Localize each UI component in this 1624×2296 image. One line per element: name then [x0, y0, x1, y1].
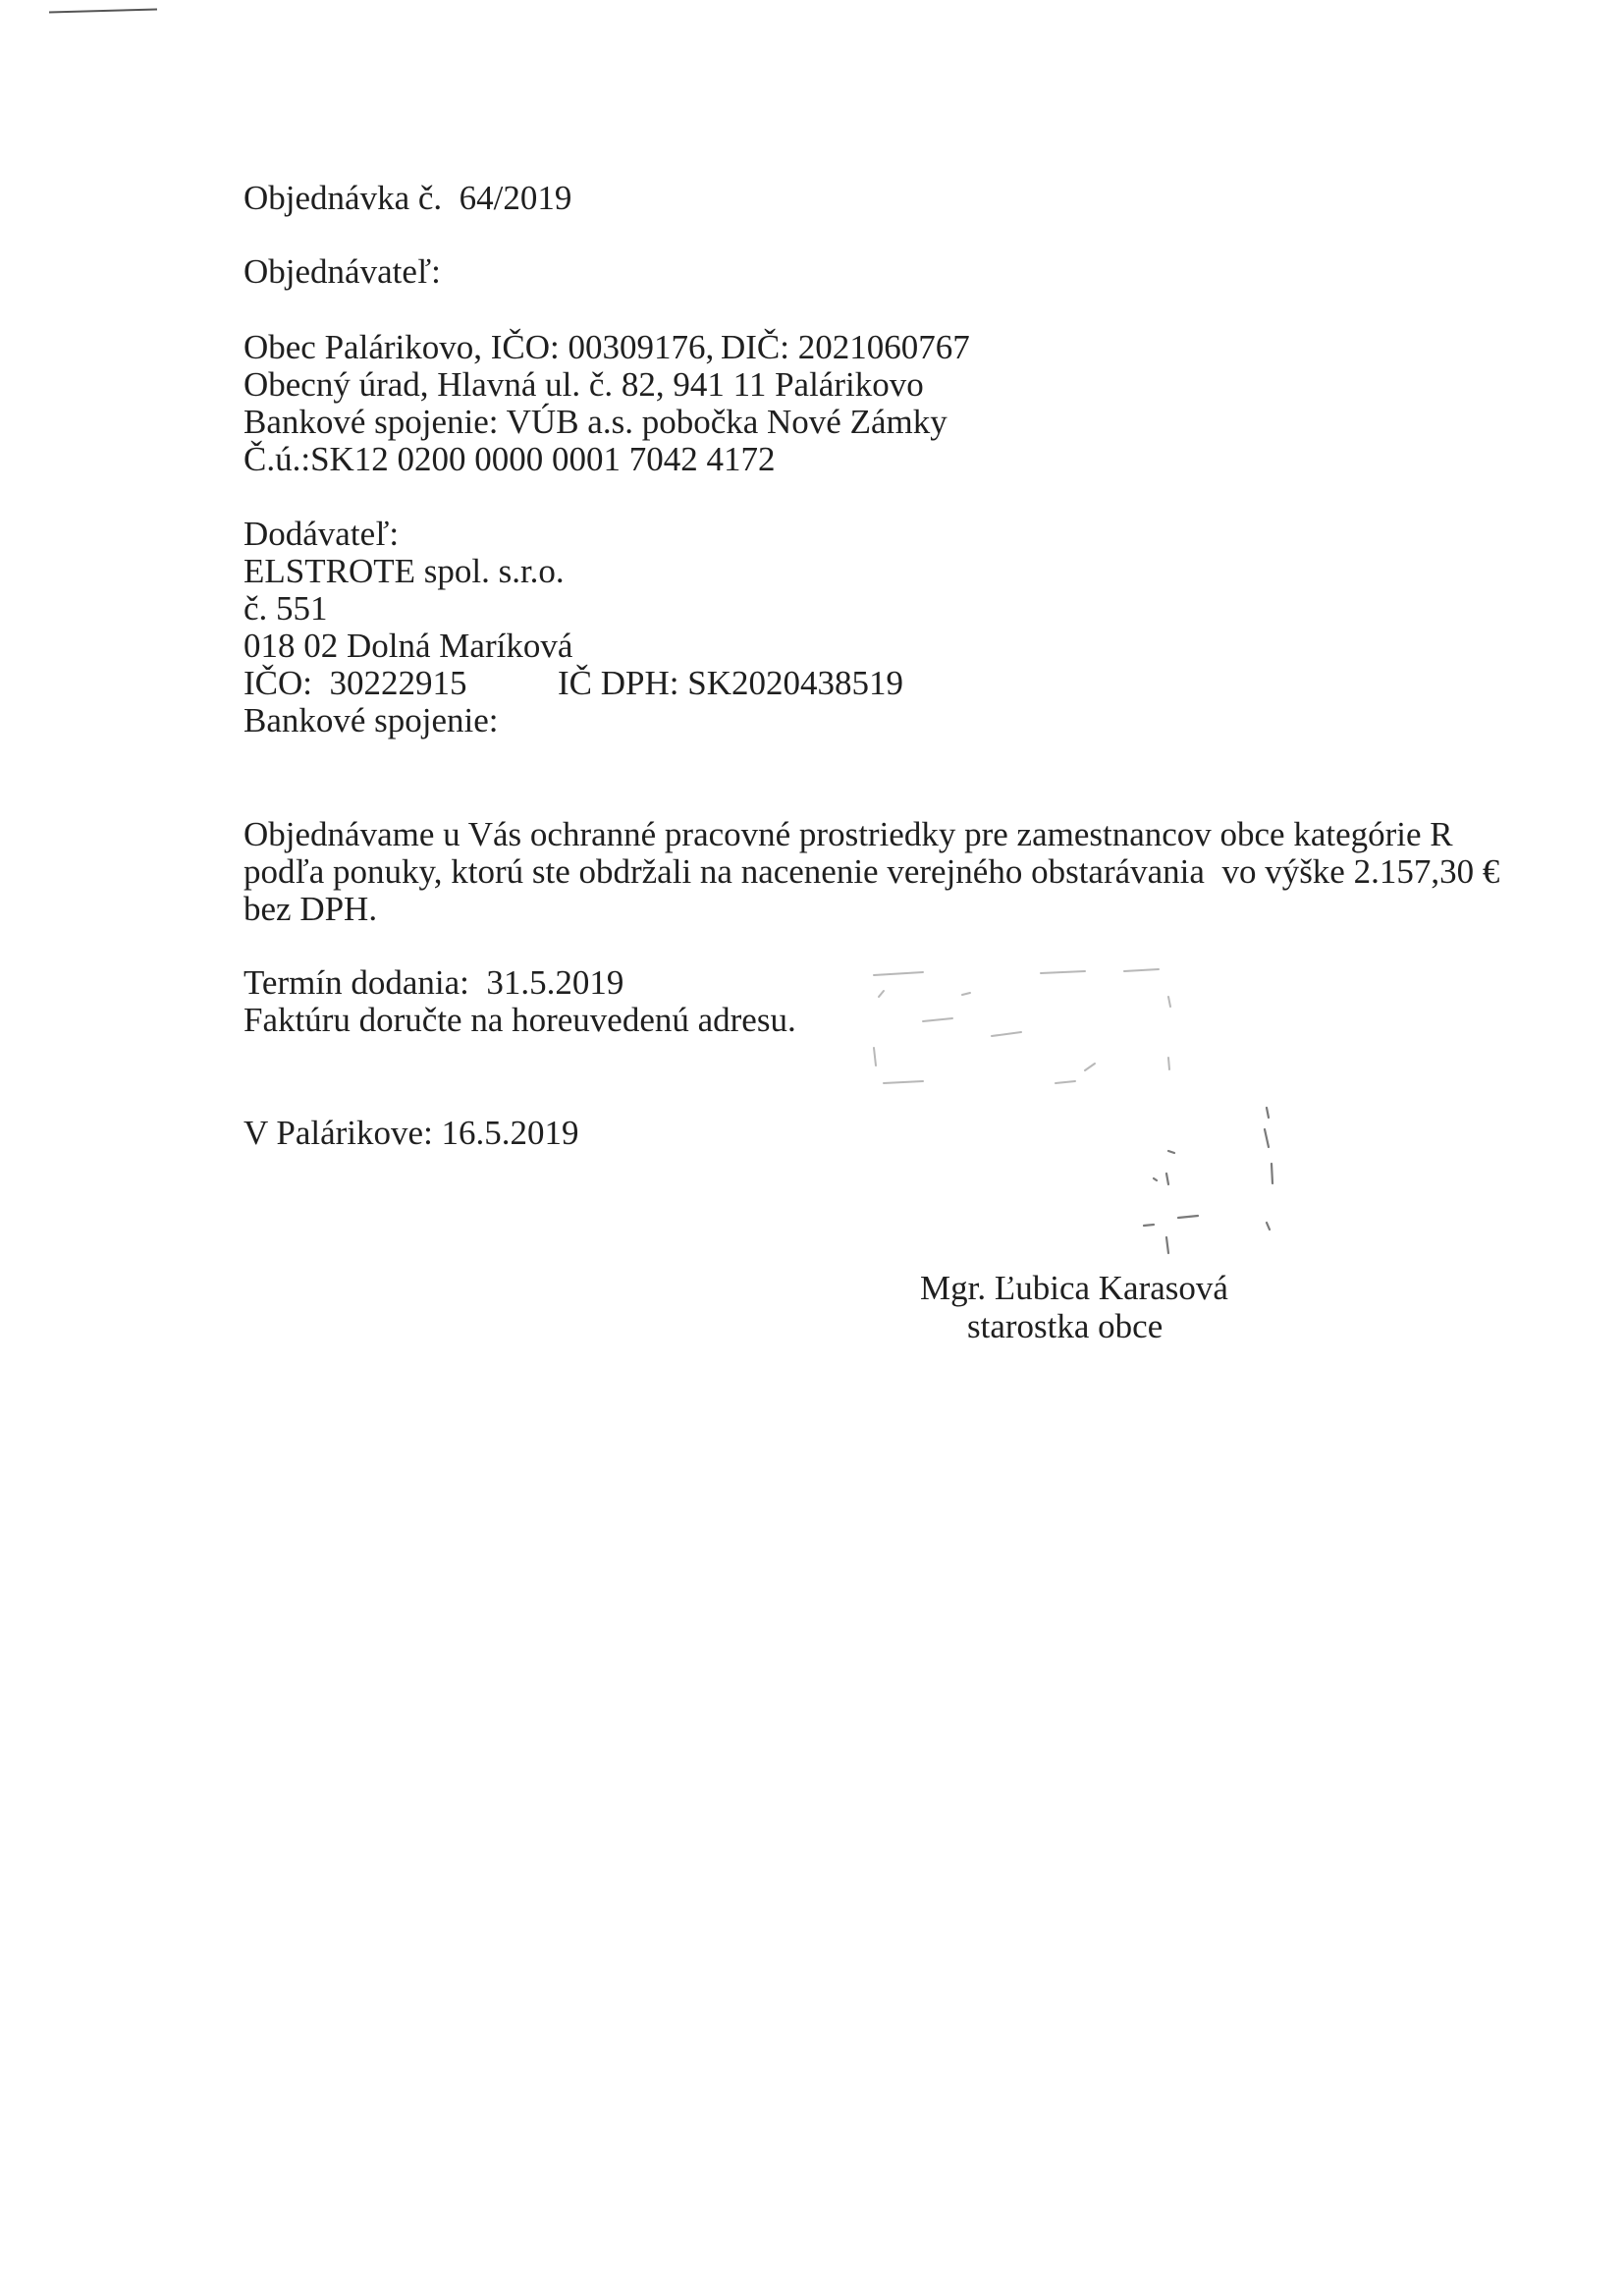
supplier-name: ELSTROTE spol. s.r.o. — [244, 552, 565, 590]
supplier-address: 018 02 Dolná Maríková — [244, 627, 573, 665]
orderer-label: Objednávateľ: — [244, 252, 441, 291]
supplier-ic-dph: IČ DPH: SK2020438519 — [558, 664, 903, 702]
orderer-name: Obec Palárikovo, IČO: 00309176, — [244, 328, 715, 366]
orderer-office: Obecný úrad, Hlavná ul. č. 82, 941 11 Palárikovo — [244, 365, 924, 404]
orderer-account: Č.ú.:SK12 0200 0000 0001 7042 4172 — [244, 440, 776, 478]
signatory-title: starostka obce — [967, 1307, 1164, 1345]
scan-artifact-line — [49, 9, 157, 14]
order-number: Objednávka č. 64/2019 — [244, 179, 572, 217]
supplier-ico: IČO: 30222915 — [244, 664, 467, 702]
signatory-name: Mgr. Ľubica Karasová — [920, 1269, 1228, 1307]
supplier-bank: Bankové spojenie: — [244, 701, 499, 739]
order-text-line-3: bez DPH. — [244, 890, 378, 928]
orderer-bank: Bankové spojenie: VÚB a.s. pobočka Nové Zámky — [244, 403, 947, 441]
stamp-remnant — [864, 967, 1188, 1105]
supplier-number: č. 551 — [244, 589, 328, 628]
order-text-line-2: podľa ponuky, ktorú ste obdržali na nacenenie verejného obstarávania vo výške 2.157,30 € — [244, 852, 1500, 891]
supplier-label: Dodávateľ: — [244, 515, 400, 553]
signature-remnant — [1110, 1100, 1296, 1267]
invoice-instruction: Faktúru doručte na horeuvedenú adresu. — [244, 1001, 796, 1039]
orderer-dic: DIČ: 2021060767 — [721, 328, 970, 366]
order-text-line-1: Objednávame u Vás ochranné pracovné prostriedky pre zamestnancov obce kategórie R — [244, 815, 1453, 853]
delivery-term: Termín dodania: 31.5.2019 — [244, 963, 624, 1002]
place-date: V Palárikove: 16.5.2019 — [244, 1114, 579, 1152]
